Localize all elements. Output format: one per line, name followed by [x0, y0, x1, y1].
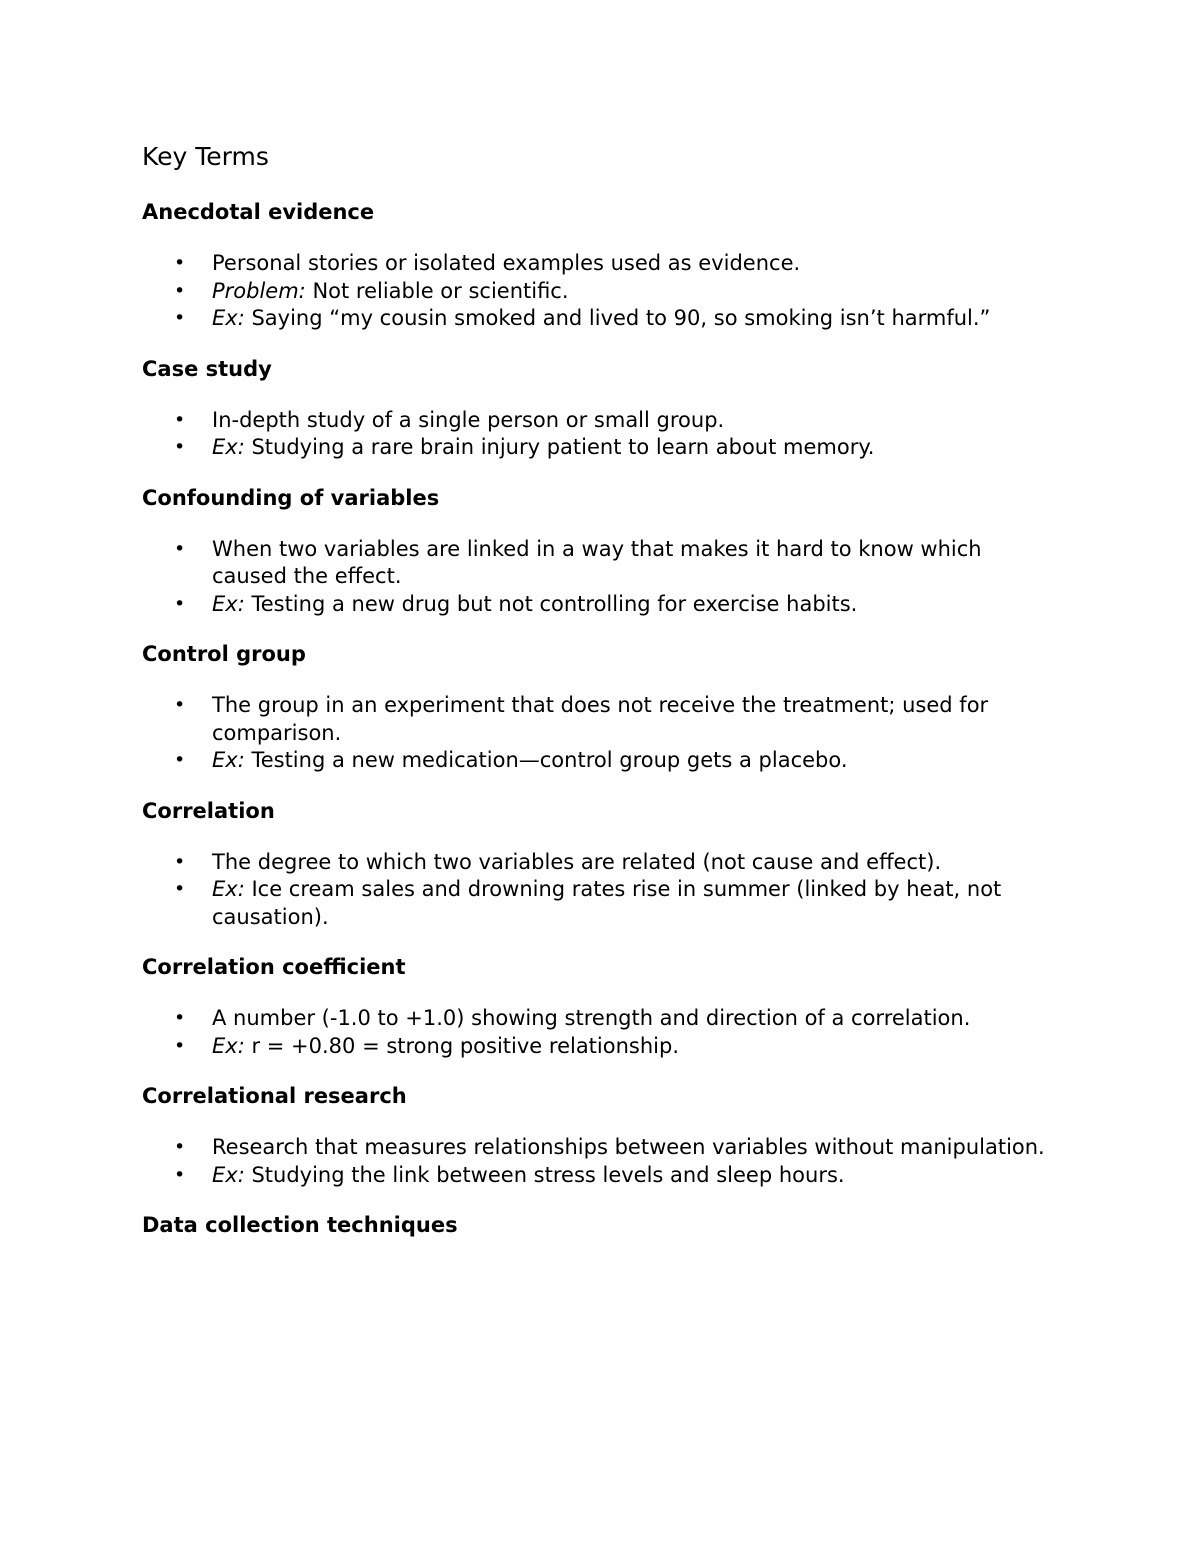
item-prefix: Ex:	[212, 877, 245, 901]
item-text: Research that measures relationships between variables without manipulation.	[212, 1135, 1045, 1159]
page-title: Key Terms	[142, 142, 269, 171]
item-text: A number (-1.0 to +1.0) showing strength and direction of a correlation.	[212, 1006, 971, 1030]
bullet-list	[142, 1134, 1062, 1189]
term-section	[142, 640, 1062, 775]
term-section	[142, 953, 1062, 1060]
list-item	[142, 591, 1062, 619]
bullet-list	[142, 692, 1062, 775]
bullet-list	[142, 407, 1062, 462]
bullet-icon: •	[174, 749, 186, 771]
list-item	[142, 1005, 1062, 1033]
item-text: Saying “my cousin smoked and lived to 90, so smoking isn’t harmful.”	[244, 306, 991, 330]
bullet-icon: •	[174, 436, 186, 458]
bullet-list	[142, 536, 1062, 619]
item-prefix: Ex:	[212, 1033, 245, 1058]
bullet-icon: •	[174, 1136, 186, 1158]
term-heading: Correlation	[142, 798, 275, 823]
list-item	[142, 407, 1062, 435]
bullet-icon: •	[174, 1007, 186, 1029]
bullet-icon: •	[174, 1163, 186, 1186]
bullet-icon: •	[174, 279, 186, 302]
term-heading: Confounding of variables	[142, 485, 440, 510]
item-text: Not reliable or scientific.	[305, 278, 569, 303]
bullet-list	[142, 1005, 1062, 1060]
list-item	[142, 250, 1062, 278]
item-text: Ice cream sales and drowning rates rise in summer (linked by heat, not causation).	[212, 877, 1002, 929]
bullet-icon: •	[174, 850, 186, 873]
list-item	[142, 1134, 1062, 1162]
item-text: When two variables are linked in a way that makes it hard to know which caused the effect.	[212, 536, 982, 588]
item-text: Studying the link between stress levels and sleep hours.	[244, 1162, 845, 1187]
bullet-icon: •	[174, 307, 186, 329]
bullet-icon: •	[174, 537, 186, 560]
item-prefix: Problem:	[212, 278, 306, 303]
bullet-list	[142, 250, 1062, 333]
list-item	[142, 1033, 1062, 1061]
list-item	[142, 305, 1062, 333]
bullet-list	[142, 849, 1062, 932]
bullet-icon: •	[174, 592, 186, 615]
item-prefix: Ex:	[212, 306, 245, 330]
bullet-icon: •	[174, 694, 186, 716]
bullet-icon: •	[174, 1034, 186, 1057]
list-item	[142, 1162, 1062, 1190]
item-prefix: Ex:	[212, 591, 245, 616]
item-text: Testing a new drug but not controlling for exercise habits.	[244, 591, 858, 616]
bullet-icon: •	[174, 408, 186, 431]
term-section	[142, 198, 1062, 333]
term-section	[142, 1082, 1062, 1189]
bullet-icon: •	[174, 252, 186, 274]
item-text: Personal stories or isolated examples used as evidence.	[212, 251, 801, 275]
item-text: The group in an experiment that does not receive the treatment; used for comparison.	[212, 693, 989, 745]
item-prefix: Ex:	[212, 748, 245, 772]
term-heading: Correlation coefficient	[142, 955, 406, 979]
term-section	[142, 355, 1062, 462]
term-heading: Data collection techniques	[142, 1213, 458, 1237]
term-section	[142, 1211, 1062, 1239]
list-item	[142, 876, 1062, 931]
list-item	[142, 692, 1062, 747]
document-page	[142, 140, 1062, 1263]
item-prefix: Ex:	[212, 1162, 245, 1187]
term-section	[142, 797, 1062, 932]
list-item	[142, 434, 1062, 462]
term-list-container	[142, 198, 1062, 1239]
term-section	[142, 484, 1062, 619]
item-text: In-depth study of a single person or small group.	[212, 407, 725, 432]
item-text: Studying a rare brain injury patient to learn about memory.	[244, 435, 875, 459]
list-item	[142, 849, 1062, 877]
list-item	[142, 747, 1062, 775]
item-prefix: Ex:	[212, 435, 245, 459]
list-item	[142, 278, 1062, 306]
term-heading: Control group	[142, 642, 306, 666]
list-item	[142, 536, 1062, 591]
term-heading: Anecdotal evidence	[142, 200, 375, 224]
term-heading: Correlational research	[142, 1084, 407, 1108]
item-text: Testing a new medication—control group gets a placebo.	[244, 748, 848, 772]
item-text: r = +0.80 = strong positive relationship.	[244, 1033, 680, 1058]
term-heading: Case study	[142, 356, 272, 381]
item-text: The degree to which two variables are related (not cause and effect).	[212, 849, 942, 874]
bullet-icon: •	[174, 878, 186, 900]
